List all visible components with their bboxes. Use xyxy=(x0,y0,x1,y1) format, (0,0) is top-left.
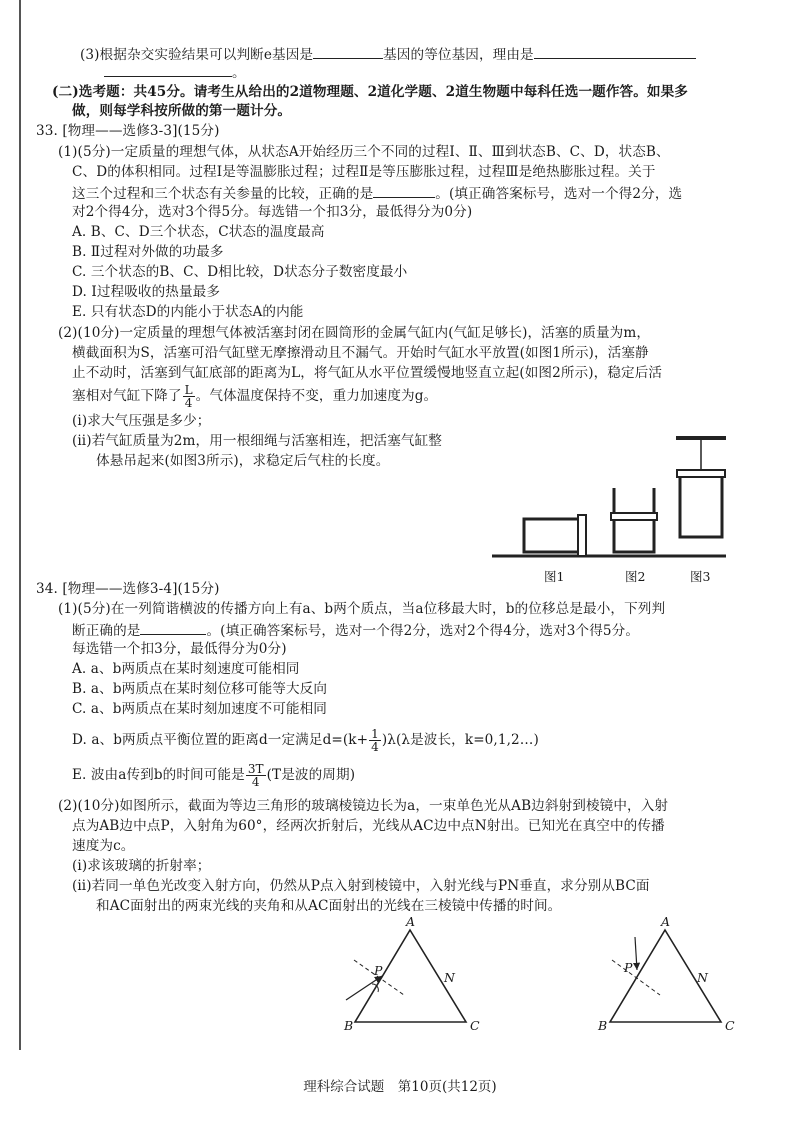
q34-p1-line1: (1)(5分)在一列简谐横波的传播方向上有a、b两个质点，当a位移最大时，b的位移总是最小，下列判 xyxy=(58,601,666,617)
q34-sub-ii-line1: (ⅱ)若同一单色光改变入射方向，仍然从P点入射到棱镜中，入射光线与PN垂直，求分别从BC面 xyxy=(72,878,650,894)
q34-option-d: D. a、b两质点平衡位置的距离d一定满足d=(k+ $\frac{1}{4}$ )λ(λ是波长，k=0,1,2…) xyxy=(72,727,539,754)
q32-part3-line2: 。 xyxy=(104,62,246,82)
section-heading-line2: 做，则每学科按所做的第一题计分。 xyxy=(72,103,292,119)
q33-option-e: E. 只有状态D的内能小于状态A的内能 xyxy=(72,304,304,320)
label-a-left: A xyxy=(406,914,416,929)
q33-sub-i: (ⅰ)求大气压强是多少； xyxy=(72,413,211,429)
label-a-right: A xyxy=(661,914,671,929)
q34-sub-i: (ⅰ)求该玻璃的折射率； xyxy=(72,858,211,874)
q33-option-c: C. 三个状态的B、C、D相比较，D状态分子数密度最小 xyxy=(72,264,408,280)
q34-option-e: E. 波由a传到b的时间可能是 $\frac{3T}{4}$ (T是波的周期) xyxy=(72,762,356,789)
q33-option-a: A. B、C、D三个状态，C状态的温度最高 xyxy=(72,224,325,240)
section-heading-line1: (二)选考题：共45分。请考生从给出的2道物理题、2道化学题、2道生物题中每科任选一题作答。如果多 xyxy=(52,84,688,100)
label-b-left: B xyxy=(344,1018,354,1033)
q34-option-b: B. a、b两质点在某时刻位移可能等大反向 xyxy=(72,681,328,697)
q34-sub-ii-line2: 和AC面射出的两束光线的夹角和从AC面射出的光线在三棱镜中传播的时间。 xyxy=(96,898,562,914)
q33-p1-line2: C、D的体积相同。过程Ⅰ是等温膨胀过程；过程Ⅱ是等压膨胀过程，过程Ⅲ是绝热膨胀过程。关于 xyxy=(72,164,656,180)
q33-p2-line3: 止不动时，活塞到气缸底部的距离为L，将气缸从水平位置缓慢地竖直立起(如图2所示)，稳定后活 xyxy=(72,365,663,381)
fraction-3t-over-4: $\frac{3T}{4}$ xyxy=(247,762,264,789)
label-p-right: P xyxy=(624,960,633,975)
q34-p1-line3: 每选错一个扣3分，最低得分为0分) xyxy=(72,641,287,657)
fig2-label: 图2 xyxy=(625,569,646,584)
q33-option-d: D. Ⅰ过程吸收的热量最多 xyxy=(72,284,221,300)
fig1-label: 图1 xyxy=(544,569,565,584)
label-c-left: C xyxy=(470,1018,480,1033)
q33-sub-ii-line1: (ⅱ)若气缸质量为2m，用一根细绳与活塞相连，把活塞气缸整 xyxy=(72,433,442,449)
q33-p2-line2: 横截面积为S，活塞可沿气缸壁无摩擦滑动且不漏气。开始时气缸水平放置(如图1所示)，活塞静 xyxy=(72,345,649,361)
fraction-l-over-4: $\frac{L}{4}$ xyxy=(184,383,193,410)
label-b-right: B xyxy=(598,1018,608,1033)
q33-title: 33. [物理——选修3-3](15分) xyxy=(36,123,220,139)
q33-p1-line4: 对2个得4分，选对3个得5分。每选错一个扣3分，最低得分为0分) xyxy=(72,204,473,220)
page-footer: 理科综合试题 第10页(共12页) xyxy=(303,1079,497,1095)
q34-option-c: C. a、b两质点在某时刻加速度不可能相同 xyxy=(72,701,327,717)
label-c-right: C xyxy=(725,1018,735,1033)
q33-option-b: B. Ⅱ过程对外做的功最多 xyxy=(72,244,224,260)
normal-line-right xyxy=(612,960,660,995)
q33-p2-line4: 塞相对气缸下降了 $\frac{L}{4}$ 。气体温度保持不变，重力加速度为g。 xyxy=(72,383,438,410)
q33-p1-line1: (1)(5分)一定质量的理想气体，从状态A开始经历三个不同的过程Ⅰ、Ⅱ、Ⅲ到状态B、C、D，状态B、 xyxy=(58,144,670,160)
q34-title: 34. [物理——选修3-4](15分) xyxy=(36,581,220,597)
q34-p2-line2: 点为AB边中点P，入射角为60°，经两次折射后，光线从AC边中点N射出。已知光在真空中的传播 xyxy=(72,818,665,834)
q34-p1-line2: 断正确的是 。(填正确答案标号，选对一个得2分，选对2个得4分，选对3个得5分。 xyxy=(72,620,639,640)
incident-ray-right xyxy=(635,937,637,970)
q34-p2-line3: 速度为c。 xyxy=(72,838,135,854)
q33-p1-line3: 这三个过程和三个状态有关参量的比较，正确的是 。(填正确答案标号，选对一个得2分，选 xyxy=(72,183,682,203)
label-p-left: P xyxy=(374,963,383,978)
q34-option-a: A. a、b两质点在某时刻速度可能相同 xyxy=(72,661,300,677)
q32-part3-line: (3)根据杂交实验结果可以判断e基因是 基因的等位基因，理由是 xyxy=(80,44,696,64)
label-n-right: N xyxy=(697,970,708,985)
incident-ray-left xyxy=(346,976,382,1000)
fraction-1-over-4: $\frac{1}{4}$ xyxy=(371,727,379,754)
q33-p2-line1: (2)(10分)一定质量的理想气体被活塞封闭在圆筒形的金属气缸内(气缸足够长)，活塞的质量为m， xyxy=(58,325,651,341)
fig3-label: 图3 xyxy=(690,569,711,584)
q34-p2-line1: (2)(10分)如图所示，截面为等边三角形的玻璃棱镜边长为a，一束单色光从AB边斜射到棱镜中，入射 xyxy=(58,798,669,814)
q33-sub-ii-line2: 体悬吊起来(如图3所示)，求稳定后气柱的长度。 xyxy=(96,453,390,469)
label-n-left: N xyxy=(444,970,455,985)
